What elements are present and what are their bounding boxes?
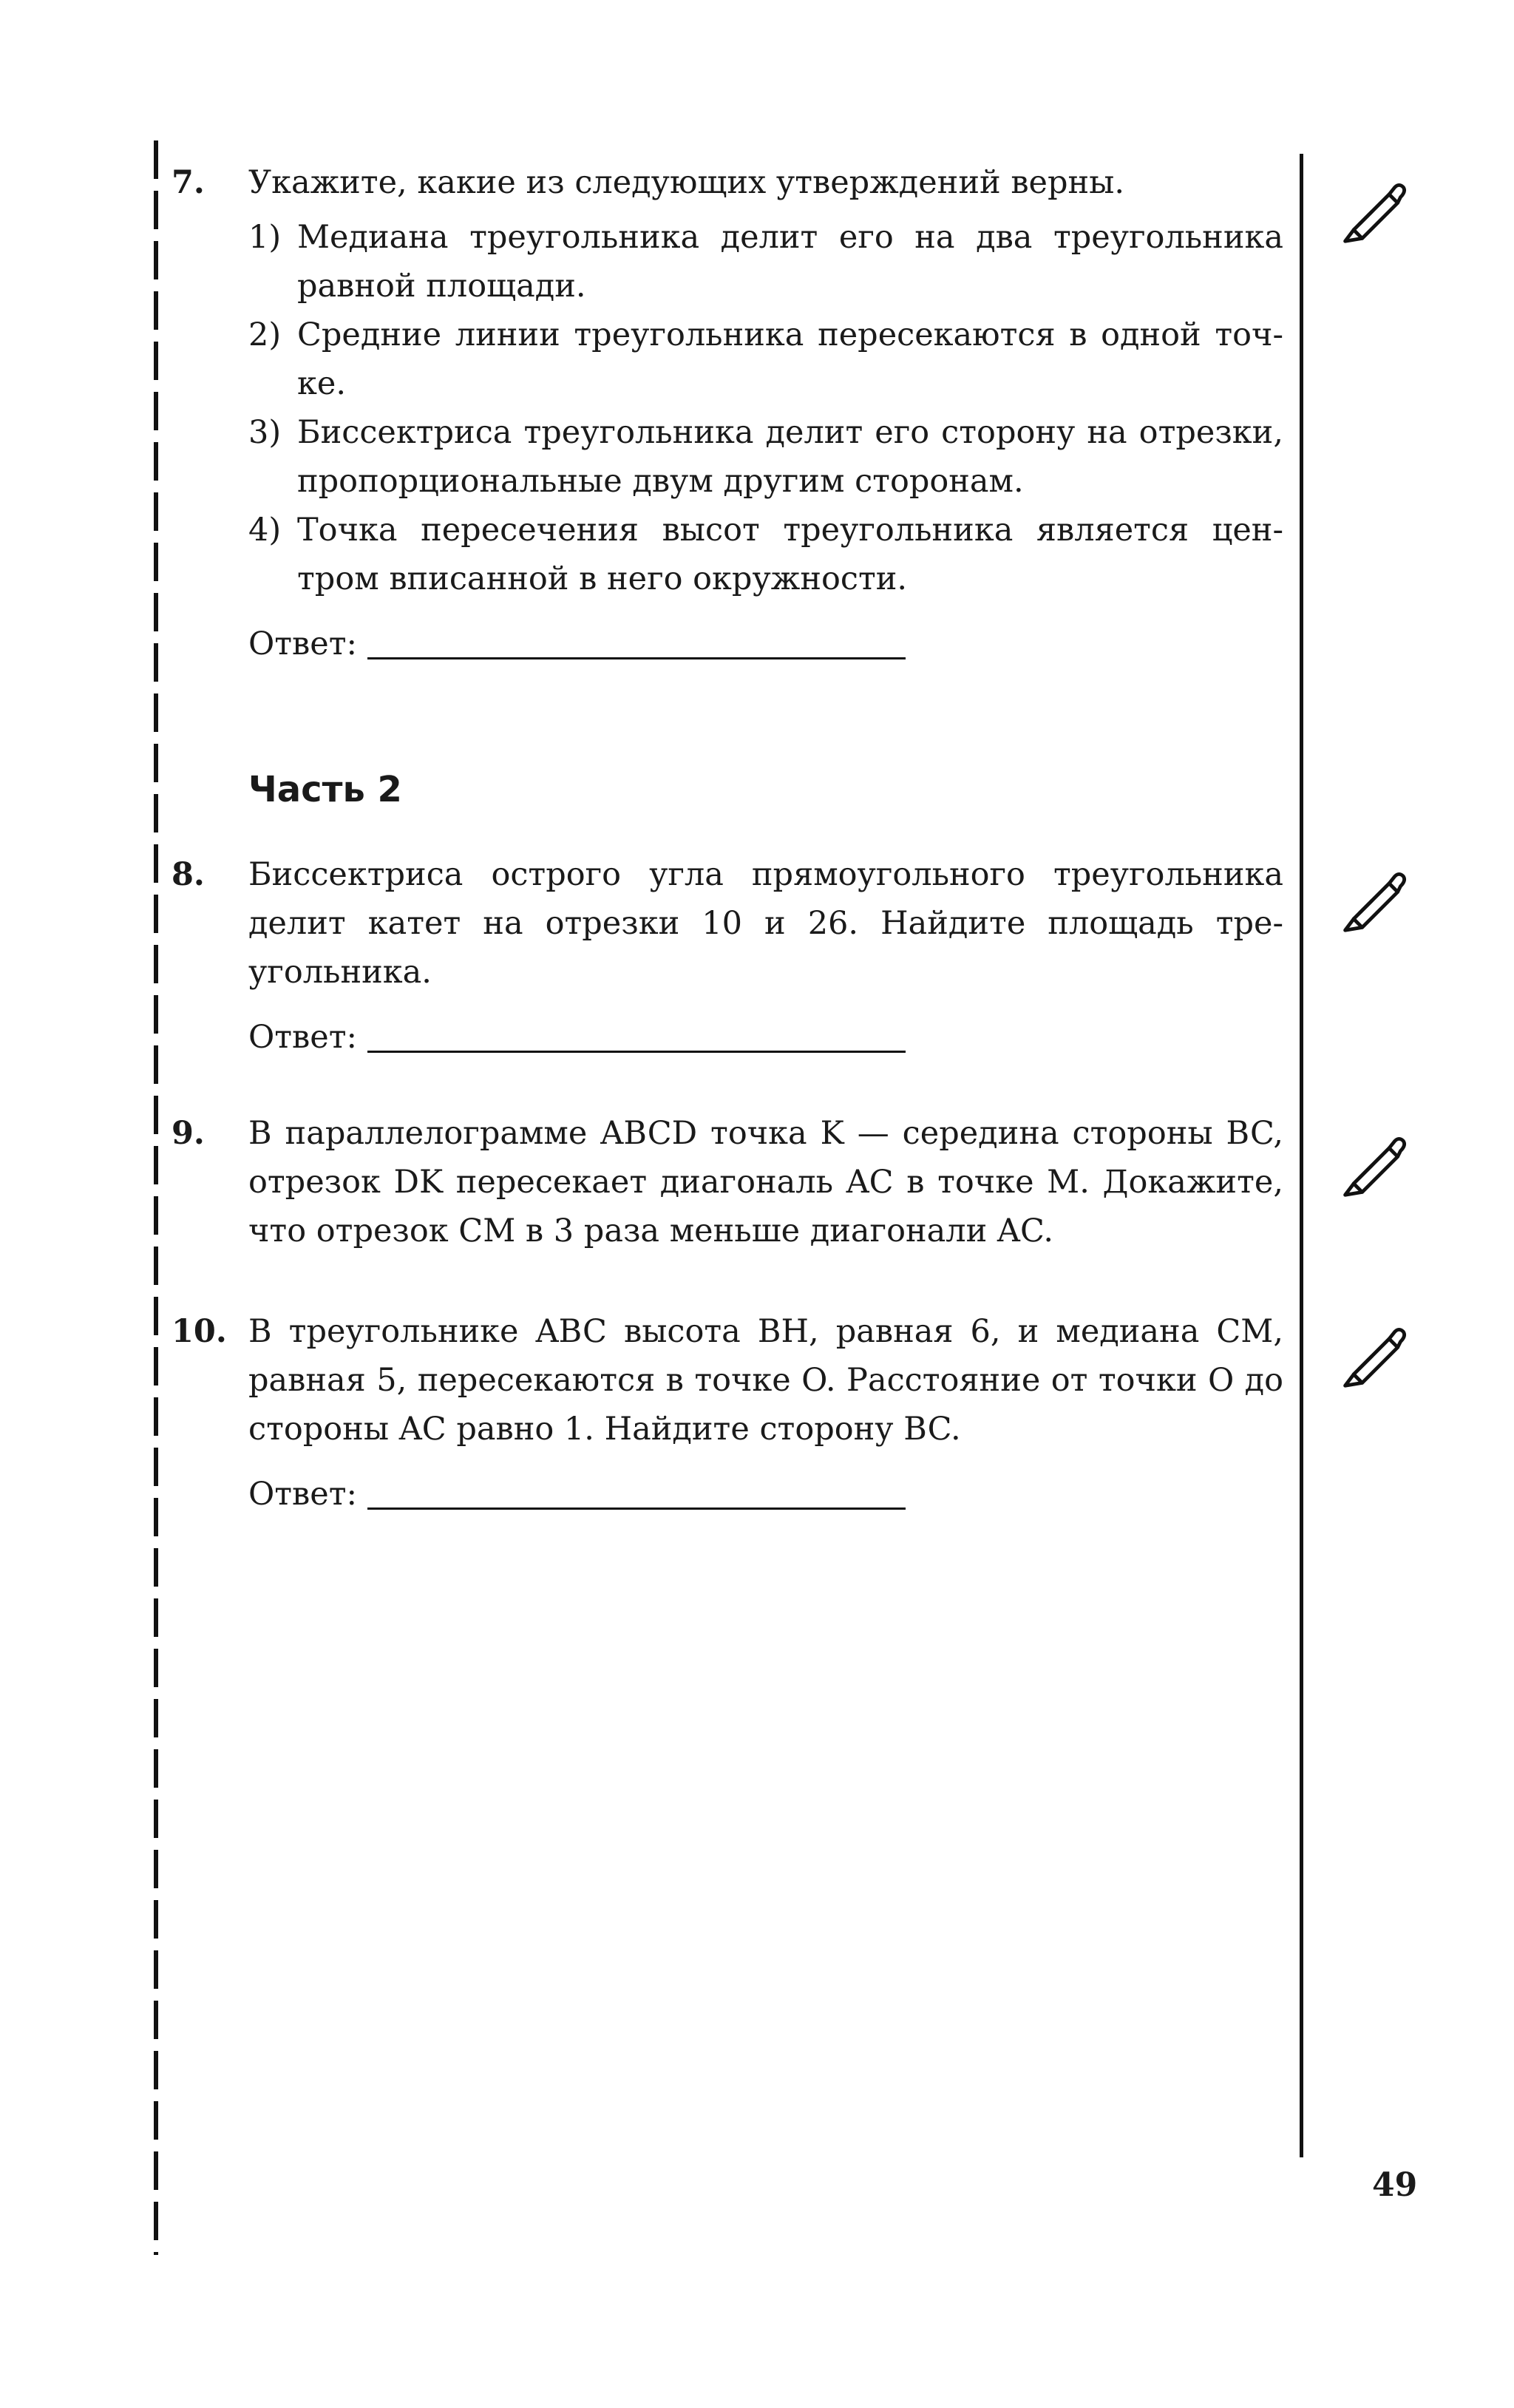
task-number: 10. bbox=[172, 1313, 227, 1350]
pen-icon bbox=[1338, 1319, 1409, 1390]
answer-line[interactable] bbox=[367, 1507, 906, 1510]
answer-line[interactable] bbox=[367, 657, 906, 659]
pen-icon bbox=[1338, 174, 1409, 245]
task-number: 7. bbox=[172, 164, 205, 201]
list-item bbox=[248, 213, 1283, 311]
task-text: В треугольнике ABC высота BH, равная 6, и медиана CM, равная 5, пересекаются в точке O. Расстояние от точки O до стороны AC равно 1. Найдите сторону BC. bbox=[248, 1313, 1283, 1448]
task-question: Укажите, какие из следующих утверждений верны. bbox=[248, 164, 1125, 201]
item-label: 2) bbox=[248, 316, 282, 353]
item-text: Биссектриса треугольника делит его сторону на отрезки, пропорциональные двум другим сторонам. bbox=[297, 414, 1283, 500]
item-label: 1) bbox=[248, 219, 282, 256]
pen-icon bbox=[1338, 864, 1409, 935]
task-text: Биссектриса острого угла прямоугольного треугольника делит катет на отрезки 10 и 26. Найдите площадь треугольника. bbox=[248, 856, 1283, 991]
list-item bbox=[248, 506, 1283, 603]
item-text: Медиана треугольника делит его на два треугольника равной площади. bbox=[297, 219, 1283, 305]
item-text: Точка пересечения высот треугольника является центром вписанной в него окружности. bbox=[297, 512, 1283, 597]
item-text: Средние линии треугольника пересекаются в одной точке. bbox=[297, 316, 1283, 402]
task-number: 9. bbox=[172, 1115, 205, 1152]
section-title: Часть 2 bbox=[248, 769, 402, 810]
answer-label: Ответ: bbox=[248, 1476, 357, 1513]
pen-icon bbox=[1338, 1128, 1409, 1199]
list-item bbox=[248, 408, 1283, 506]
item-label: 3) bbox=[248, 414, 282, 451]
answer-label: Ответ: bbox=[248, 1019, 357, 1056]
answer-label: Ответ: bbox=[248, 625, 357, 662]
task-number: 8. bbox=[172, 856, 205, 893]
cut-line bbox=[154, 140, 158, 2255]
page-number: 49 bbox=[1372, 2166, 1418, 2204]
answer-field[interactable] bbox=[248, 1013, 1283, 1062]
answer-field[interactable] bbox=[248, 1470, 1283, 1519]
answer-field[interactable] bbox=[248, 620, 1283, 668]
list-item bbox=[248, 311, 1283, 408]
task-text: В параллелограмме ABCD точка K — середина стороны BC, отрезок DK пересекает диагональ AC в точке M. Докажите, что отрезок CM в 3 раза меньше диагонали AC. bbox=[248, 1115, 1283, 1249]
item-label: 4) bbox=[248, 512, 282, 549]
margin-rule bbox=[1300, 154, 1303, 2157]
answer-line[interactable] bbox=[367, 1051, 906, 1053]
